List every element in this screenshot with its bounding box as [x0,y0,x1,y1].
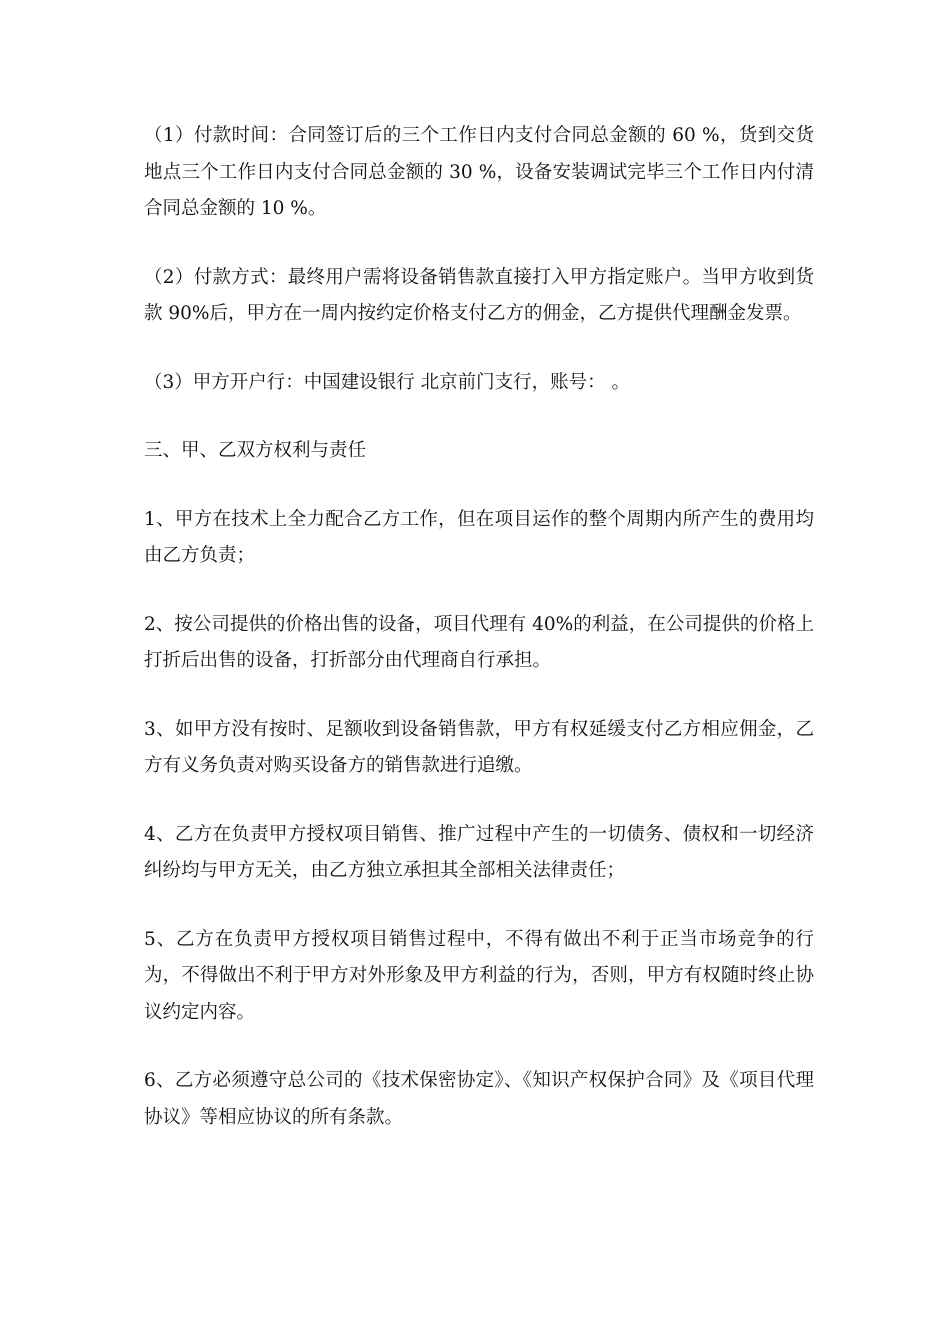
clause-2-paragraph: 2、按公司提供的价格出售的设备，项目代理有 40%的利益，在公司提供的价格上打折后出售的设备，打折部分由代理商自行承担。 [144,613,814,671]
section-heading: 三、甲、乙双方权利与责任 [144,440,367,461]
clause-1-paragraph: 1、甲方在技术上全力配合乙方工作，但在项目运作的整个周期内所产生的费用均由乙方负责； [144,508,814,566]
clause-5-paragraph: 5、乙方在负责甲方授权项目销售过程中，不得有做出不利于正当市场竞争的行为，不得做出不利于甲方对外形象及甲方利益的行为，否则，甲方有权随时终止协议约定内容。 [144,928,814,1023]
clause-6-paragraph: 6、乙方必须遵守总公司的《技术保密协定》、《知识产权保护合同》及《项目代理协议》等相应协议的所有条款。 [144,1070,814,1128]
payment-method-paragraph: （2）付款方式：最终用户需将设备销售款直接打入甲方指定账户。当甲方收到货款 90%后，甲方在一周内按约定价格支付乙方的佣金，乙方提供代理酬金发票。 [144,266,814,324]
document-body [144,118,814,1168]
clause-4-paragraph: 4、乙方在负责甲方授权项目销售、推广过程中产生的一切债务、债权和一切经济纠纷均与甲方无关，由乙方独立承担其全部相关法律责任； [144,823,814,881]
clause-3-paragraph: 3、如甲方没有按时、足额收到设备销售款，甲方有权延缓支付乙方相应佣金，乙方有义务负责对购买设备方的销售款进行追缴。 [144,718,814,776]
payment-time-paragraph: （1）付款时间：合同签订后的三个工作日内支付合同总金额的 60 %，货到交货地点三个工作日内支付合同总金额的 30 %，设备安装调试完毕三个工作日内付清合同总金额的 10 %。 [144,125,814,219]
bank-account-paragraph: （3）甲方开户行：中国建设银行 北京前门支行，账号： 。 [144,371,631,393]
